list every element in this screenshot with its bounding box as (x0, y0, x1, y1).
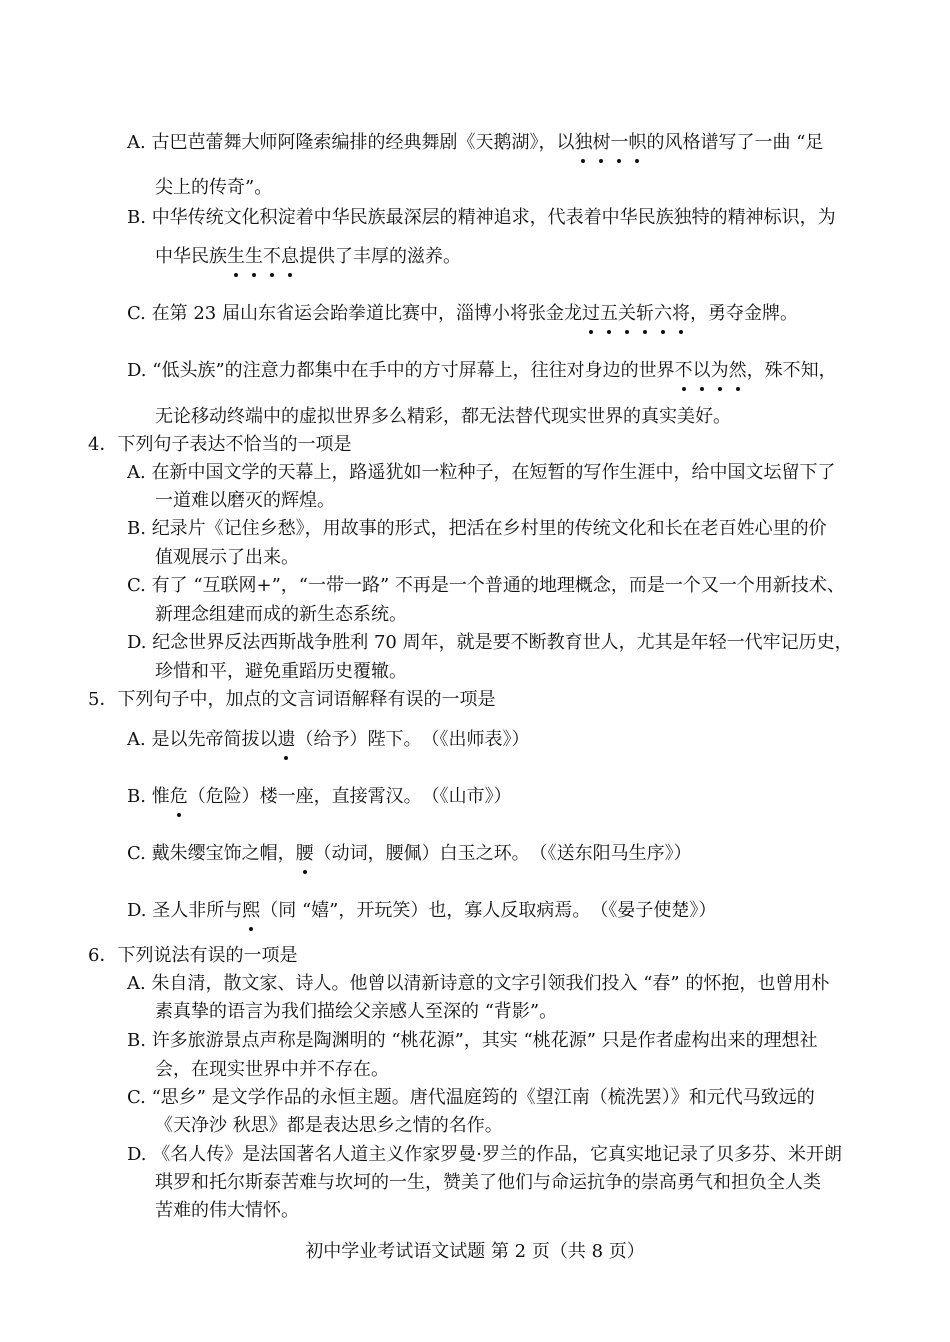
q3-option-c-dotted-phrase (582, 303, 690, 324)
q6-stem: 6．下列说法有误的一项是 (88, 945, 298, 966)
q6-option-c-line1: C. “思乡” 是文学作品的永恒主题。唐代温庭筠的《望江南（梳洗罢）》和元代马致远的 (127, 1087, 815, 1108)
q6-number: 6． (88, 945, 118, 966)
q3-option-a-line2: 尖上的传奇”。 (155, 177, 273, 198)
q3-option-b-line1: B. 中华传统文化积淀着中华民族最深层的精神追求，代表着中华民族独特的精神标识，为 (127, 207, 836, 228)
dotted-char: 将 (671, 303, 690, 324)
q3-option-b-line2: 中华民族生生不息提供了丰厚的滋养。 (155, 246, 461, 267)
q3-option-d-letter: D. (127, 360, 147, 381)
q3-option-c-letter: C. (127, 303, 146, 324)
q5-option-b-dotted-word: 危 (169, 786, 188, 807)
dotted-char: 过 (581, 303, 600, 324)
dotted-char: 斩 (635, 303, 654, 324)
q5-option-b: B. 惟危（危险）楼一座，直接霄汉。 （《山市》） (127, 786, 512, 807)
dotted-char: 一 (610, 132, 629, 153)
dotted-char: 以 (692, 360, 711, 381)
q4-option-d-line2: 珍惜和平，避免重蹈历史覆辙。 (155, 661, 407, 682)
q5-option-c: C. 戴朱缨宝饰之帽，腰（动词，腰佩）白玉之环。 （《送东阳马生序》） (127, 843, 692, 864)
q3-option-c-line1: C. 在第 23 届山东省运会跆拳道比赛中，淄博小将张金龙过五关斩六将，勇夺金牌。 (127, 303, 798, 324)
dotted-char: 六 (653, 303, 672, 324)
q4-stem: 4．下列句子表达不恰当的一项是 (88, 434, 352, 455)
q6-option-d-line2: 琪罗和托尔斯泰苦难与坎坷的一生，赞美了他们与命运抗争的崇高勇气和担负全人类 (155, 1172, 821, 1193)
dotted-char: 生 (227, 246, 245, 267)
dotted-char: 不 (674, 360, 693, 381)
q3-option-b-letter: B. (127, 207, 146, 228)
q5-stem: 5．下列句子中，加点的文言词语解释有误的一项是 (88, 689, 496, 710)
q6-option-d-line3: 苦难的伟大情怀。 (155, 1200, 299, 1221)
dotted-char: 不 (263, 246, 281, 267)
dotted-char: 帜 (628, 132, 647, 153)
q3-option-a-letter: A. (127, 132, 146, 153)
q5-option-d-dotted-word: 熙 (242, 900, 261, 921)
dotted-char: 生 (245, 246, 263, 267)
q4-option-b-line2: 值观展示了出来。 (155, 547, 299, 568)
q5-option-c-dotted-word: 腰 (295, 843, 314, 864)
q3-option-d-line1: D. “低头族”的注意力都集中在手中的方寸屏幕上，往往对身边的世界不以为然，殊不知， (127, 360, 837, 381)
q5-option-d: D. 圣人非所与熙（同 “嬉”，开玩笑）也，寡人反取病焉。 （《晏子使楚》） (127, 900, 717, 921)
dotted-char: 关 (617, 303, 636, 324)
q6-option-c-line2: 《天净沙 秋思》都是表达思乡之情的名作。 (155, 1115, 503, 1136)
q3-option-d-dotted-phrase (675, 360, 747, 381)
q4-option-c-line1: C. 有了 “互联网+”，“一带一路” 不再是一个普通的地理概念，而是一个又一个用新技术、 (127, 575, 845, 596)
q3-option-a-line1: A. 古巴芭蕾舞大师阿隆索编排的经典舞剧《天鹅湖》，以独树一帜的风格谱写了一曲 “足 (127, 132, 824, 153)
q3-option-b-dotted-phrase (227, 246, 299, 267)
q4-option-b-line1: B. 纪录片《记住乡愁》，用故事的形式，把活在乡村里的传统文化和长在老百姓心里的价 (127, 518, 827, 539)
q4-option-a-line2: 一道难以磨灭的辉煌。 (155, 490, 335, 511)
dotted-char: 独 (574, 132, 593, 153)
page-footer: 初中学业考试语文试题 第 2 页（共 8 页） (305, 1241, 645, 1262)
q3-option-a-dotted-phrase (574, 132, 646, 153)
q4-option-a-line1: A. 在新中国文学的天幕上，路遥犹如一粒种子，在短暂的写作生涯中，给中国文坛留下了 (127, 462, 836, 483)
q5-option-a: A. 是以先帝简拔以遗（给予）陛下。 （《出师表》） (127, 729, 530, 750)
q4-number: 4． (88, 434, 118, 455)
dotted-char: 然 (728, 360, 747, 381)
q6-option-a-line1: A. 朱自清，散文家、诗人。他曾以清新诗意的文字引领我们投入 “春” 的怀抱，也曾用朴 (127, 973, 830, 994)
q6-option-b-line1: B. 许多旅游景点声称是陶渊明的 “桃花源”，其实 “桃花源” 只是作者虚构出来的理想社 (127, 1030, 818, 1051)
dotted-char: 为 (710, 360, 729, 381)
q4-option-c-line2: 新理念组建而成的新生态系统。 (155, 604, 407, 625)
q5-number: 5． (88, 689, 118, 710)
q6-option-a-line2: 素真挚的语言为我们描绘父亲感人至深的 “背影”。 (155, 1001, 558, 1022)
q6-option-d-line1: D. 《名人传》是法国著名人道主义作家罗曼·罗兰的作品，它真实地记录了贝多芬、米开朗 (127, 1144, 842, 1165)
dotted-char: 息 (281, 246, 299, 267)
q4-option-d-line1: D. 纪念世界反法西斯战争胜利 70 周年，就是要不断教育世人，尤其是年轻一代牢记历史， (127, 632, 853, 653)
q6-option-b-line2: 会，在现实世界中并不存在。 (155, 1059, 389, 1080)
q3-option-d-line2: 无论移动终端中的虚拟世界多么精彩，都无法替代现实世界的真实美好。 (155, 406, 731, 427)
dotted-char: 树 (592, 132, 611, 153)
dotted-char: 五 (599, 303, 618, 324)
q5-option-a-dotted-word: 遗 (277, 729, 296, 750)
